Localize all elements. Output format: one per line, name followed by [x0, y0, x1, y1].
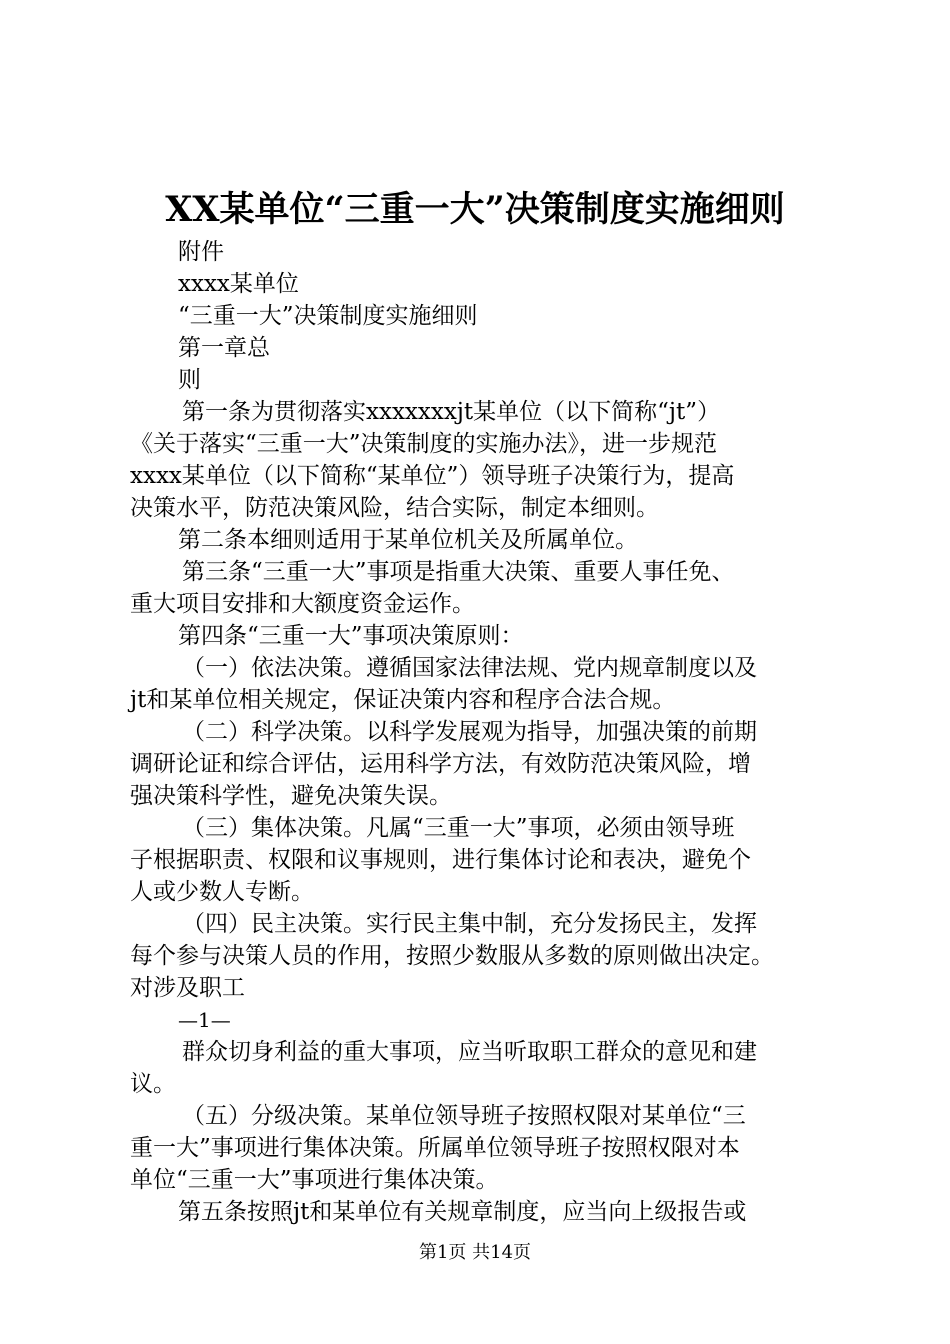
text-line: 第二条本细则适用于某单位机关及所属单位。: [178, 527, 638, 553]
page-footer: 第1页 共14页: [418, 1242, 532, 1263]
text-line: 决策水平，防范决策风险，结合实际，制定本细则。: [130, 495, 659, 521]
text-line: 则: [178, 367, 201, 393]
text-line: （四）民主决策。实行民主集中制，充分发扬民主，发挥: [182, 911, 757, 937]
text-line: 人或少数人专断。: [130, 879, 314, 905]
text-line: 强决策科学性，避免决策失误。: [130, 783, 452, 809]
text-line: 议。: [130, 1071, 176, 1097]
document-title: XX某单位“三重一大”决策制度实施细则: [165, 189, 785, 230]
text-line: 《关于落实“三重一大”决策制度的实施办法》，进一步规范: [130, 431, 718, 457]
text-line: 调研论证和综合评估，运用科学方法，有效防范决策风险，增: [130, 751, 751, 777]
text-line: 第一条为贯彻落实xxxxxxxjt某单位（以下简称“jt”）: [182, 399, 721, 425]
text-line: 第四条“三重一大”事项决策原则：: [178, 623, 524, 649]
text-line: 重大项目安排和大额度资金运作。: [130, 591, 475, 617]
text-line: 第五条按照jt和某单位有关规章制度，应当向上级报告或: [178, 1199, 747, 1225]
document-body: [130, 236, 930, 1228]
text-line: 第一章总: [178, 335, 270, 361]
text-line: 重一大”事项进行集体决策。所属单位领导班子按照权限对本: [130, 1135, 740, 1161]
inline-page-number: —1—: [178, 1008, 231, 1032]
text-line: 对涉及职工: [130, 975, 245, 1001]
text-line: 第三条“三重一大”事项是指重大决策、重要人事任免、: [182, 559, 735, 585]
text-line: （二）科学决策。以科学发展观为指导，加强决策的前期: [182, 719, 757, 745]
text-line: 子根据职责、权限和议事规则，进行集体讨论和表决，避免个: [130, 847, 751, 873]
text-line: （一）依法决策。遵循国家法律法规、党内规章制度以及: [182, 655, 757, 681]
text-line: 群众切身利益的重大事项，应当听取职工群众的意见和建: [182, 1039, 757, 1065]
text-line: （三）集体决策。凡属“三重一大”事项，必须由领导班: [182, 815, 735, 841]
text-line: 单位“三重一大”事项进行集体决策。: [130, 1167, 499, 1193]
text-line: “三重一大”决策制度实施细则: [178, 303, 478, 329]
text-line: xxxx某单位（以下简称“某单位”）领导班子决策行为，提高: [130, 463, 735, 489]
text-line: xxxx某单位: [178, 271, 299, 297]
text-line: （五）分级决策。某单位领导班子按照权限对某单位“三: [182, 1103, 746, 1129]
text-line: jt和某单位相关规定，保证决策内容和程序合法合规。: [130, 687, 676, 713]
text-line: 每个参与决策人员的作用，按照少数服从多数的原则做出决定。: [130, 943, 774, 969]
text-line: 附件: [178, 239, 224, 265]
